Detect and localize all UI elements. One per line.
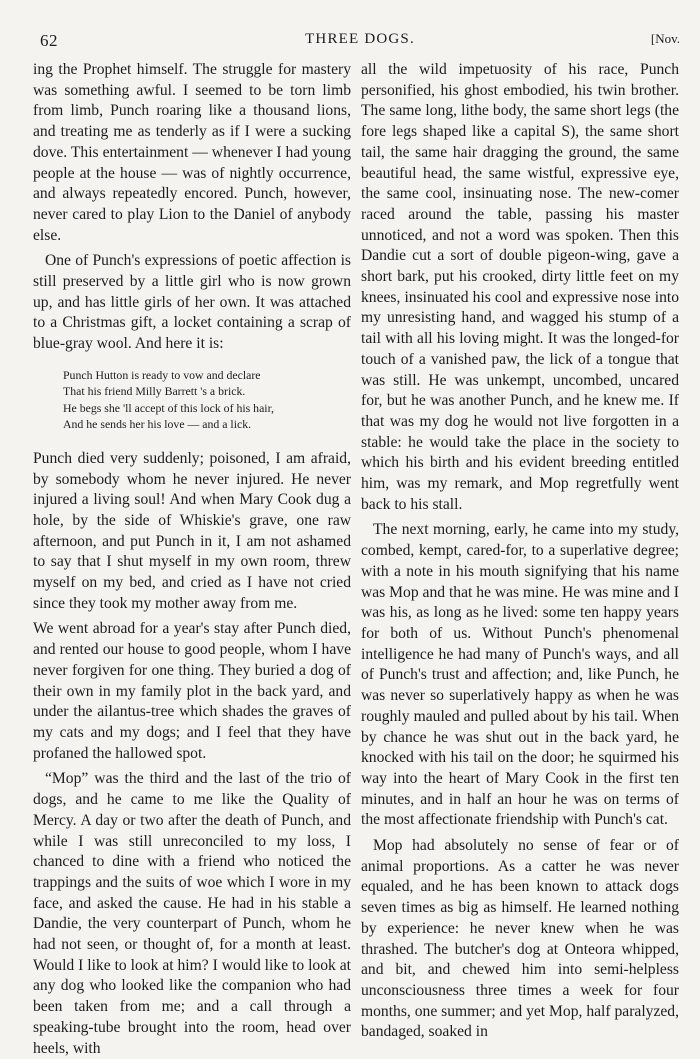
paragraph: Mop had absolutely no sense of fear or of animal proportions. As a catter he was never equaled, and he has been known to attack dogs seven times as big as himself. He learned nothing by experience: he never knew when he was thrashed. The butcher's dog at Onteora whipped, and bit, and chewed him into semi-helpless unconsciousness three times a week for four months, one summer; and yet Mop, half paralyzed, bandaged, soaked in [361, 837, 679, 1041]
paragraph: Punch died very suddenly; poisoned, I am afraid, by somebody whom he never injured. He never injured a living soul! And when Mary Cook dug a hole, by the side of Whiskie's grave, one raw afternoon, and put Punch in it, I am not ashamed to say that I shut myself in my own room, threw myself on my bed, and cried as I have not cried since they took my mother away from me. [33, 449, 351, 612]
page-number: 62 [40, 31, 58, 50]
running-header [40, 31, 680, 55]
paragraph: “Mop” was the third and the last of the trio of dogs, and he came to me like the Quality of Mercy. A day or two after the death of Punch, and while I was still unreconciled to my loss, I chanced to dine with a friend who noticed the trappings and the suits of woe which I wore in my face, and asked the cause. He had in his stable a Dandie, the very counterpart of Punch, whom he had not seen, or thought of, for a month at least. Would I like to look at him? I would like to look at any dog who looked like the companion who had been taken from me; and a call through a speaking-tube brought into the room, head over heels, with [33, 770, 351, 1057]
paragraph: all the wild impetuosity of his race, Punch personified, his ghost embodied, his twin brother. The same long, lithe body, the same short legs (the fore legs shaped like a capital S), the same short tail, the same hair dragging the ground, the same beautiful head, the same wistful, expressive eye, the same cool, insinuating nose. The new-comer raced around the table, passing his master unnoticed, and not a word was spoken. Then this Dandie cut a sort of double pigeon-wing, gave a short bark, put his crooked, dirty little feet on my knees, insinuated his cool and expressive nose into my unresisting hand, and wagged his stump of a tail with all his loving might. It was the longed-for touch of a vanished paw, the lick of a tongue that was still. He was unkempt, uncombed, uncared for, but he was another Punch, and he knew me. If that was my dog he would not live forgotten in a stable: he would take the place in the society to which his birth and his evident breeding entitled him, was my remark, and Mop regretfully went back to his stall. [361, 61, 679, 513]
right-column [361, 60, 679, 1043]
paragraph: One of Punch's expressions of poetic affection is still preserved by a little girl who is now grown up, and has little girls of her own. It was attached to a Christmas gift, a locket containing a scrap of blue-gray wool. And here it is: [33, 252, 351, 353]
poem-line: That his friend Milly Barrett 's a brick. [63, 384, 246, 399]
poem-line: And he sends her his love — and a lick. [63, 417, 252, 432]
paragraph: The next morning, early, he came into my study, combed, kempt, cared-for, to a superlative degree; with a note in his mouth signifying that his name was Mop and that he was mine. He was mine and I was his, as long as he lived: some ten happy years for both of us. Without Punch's phenomenal intelligence he had many of Punch's ways, and all of Punch's trust and affection; and, like Punch, he was never so superlatively happy as when he was roughly mauled and pulled about by his tail. When by chance he was shut out in the back yard, he knocked with his tail on the door; he squirmed his way into the heart of Mary Cook in the first ten minutes, and in half an hour he was on terms of the most affectionate friendship with Punch's cat. [361, 521, 679, 829]
poem-line: Punch Hutton is ready to vow and declare [63, 367, 261, 382]
issue-label: [Nov. [650, 31, 680, 46]
paragraph: ing the Prophet himself. The struggle for mastery was something awful. I seemed to be torn limb from limb, Punch roaring like a thousand lions, and treating me as tenderly as if I were a sucking dove. This entertainment — whenever I had young people at the house — was of nightly occurrence, and always repeatedly encored. Punch, however, never cared to play Lion to the Daniel of anybody else. [33, 61, 351, 244]
paragraph: We went abroad for a year's stay after Punch died, and rented our house to good people, whom I have never forgiven for one thing. They buried a dog of their own in my family plot in the back yard, and under the ailantus-tree which shades the graves of my cats and my dogs; and I feel that they have profaned the hallowed spot. [33, 620, 351, 762]
poem-line: He begs she 'll accept of this lock of his hair, [63, 400, 274, 415]
poem-block [63, 367, 351, 433]
left-column [33, 60, 351, 1059]
running-title: THREE DOGS. [305, 31, 415, 47]
